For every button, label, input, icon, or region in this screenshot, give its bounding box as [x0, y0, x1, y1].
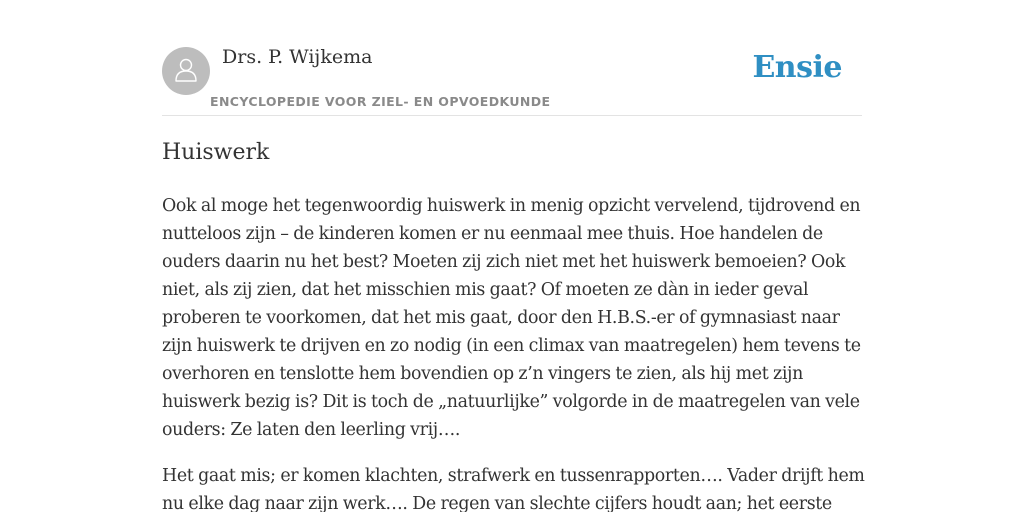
user-icon: [172, 55, 200, 88]
encyclopedia-name[interactable]: ENCYCLOPEDIE VOOR ZIEL- EN OPVOEDKUNDE: [210, 94, 551, 109]
paragraph: Het gaat mis; er komen klachten, strafwerk en tussenrapporten…. Vader drijft hem nu elke dag naar zijn werk…. De regen van slechte cijfers houdt aan; het eerste: [162, 466, 865, 512]
header-divider: [162, 115, 862, 116]
paragraph: Ook al moge het tegenwoordig huiswerk in menig opzicht vervelend, tijdrovend en nutteloos zijn – de kinderen komen er nu eenmaal mee thuis. Hoe handelen de ouders daarin nu het best? Moeten zij zich niet met het huiswerk bemoeien? Ook niet, als zij zien, dat het misschien mis gaat? Of moeten ze dàn in ieder geval proberen te voorkomen, dat het mis gaat, door den H.B.S.-er of gymnasiast naar zijn huiswerk te drijven en zo nodig (in een climax van maatregelen) hem tevens te overhoren en tenslotte hem bovendien op z’n vingers te zien, als hij met zijn huiswerk bezig is? Dit is toch de „natuurlijke” volgorde in de maatregelen van vele ouders: Ze laten den leerling vrij….: [162, 196, 861, 440]
article-body: [162, 192, 868, 512]
header: [162, 46, 862, 116]
article-title: Huiswerk: [162, 140, 270, 165]
site-logo[interactable]: Ensie: [752, 50, 842, 85]
author-name[interactable]: Drs. P. Wijkema: [222, 46, 373, 68]
avatar[interactable]: [162, 47, 210, 95]
